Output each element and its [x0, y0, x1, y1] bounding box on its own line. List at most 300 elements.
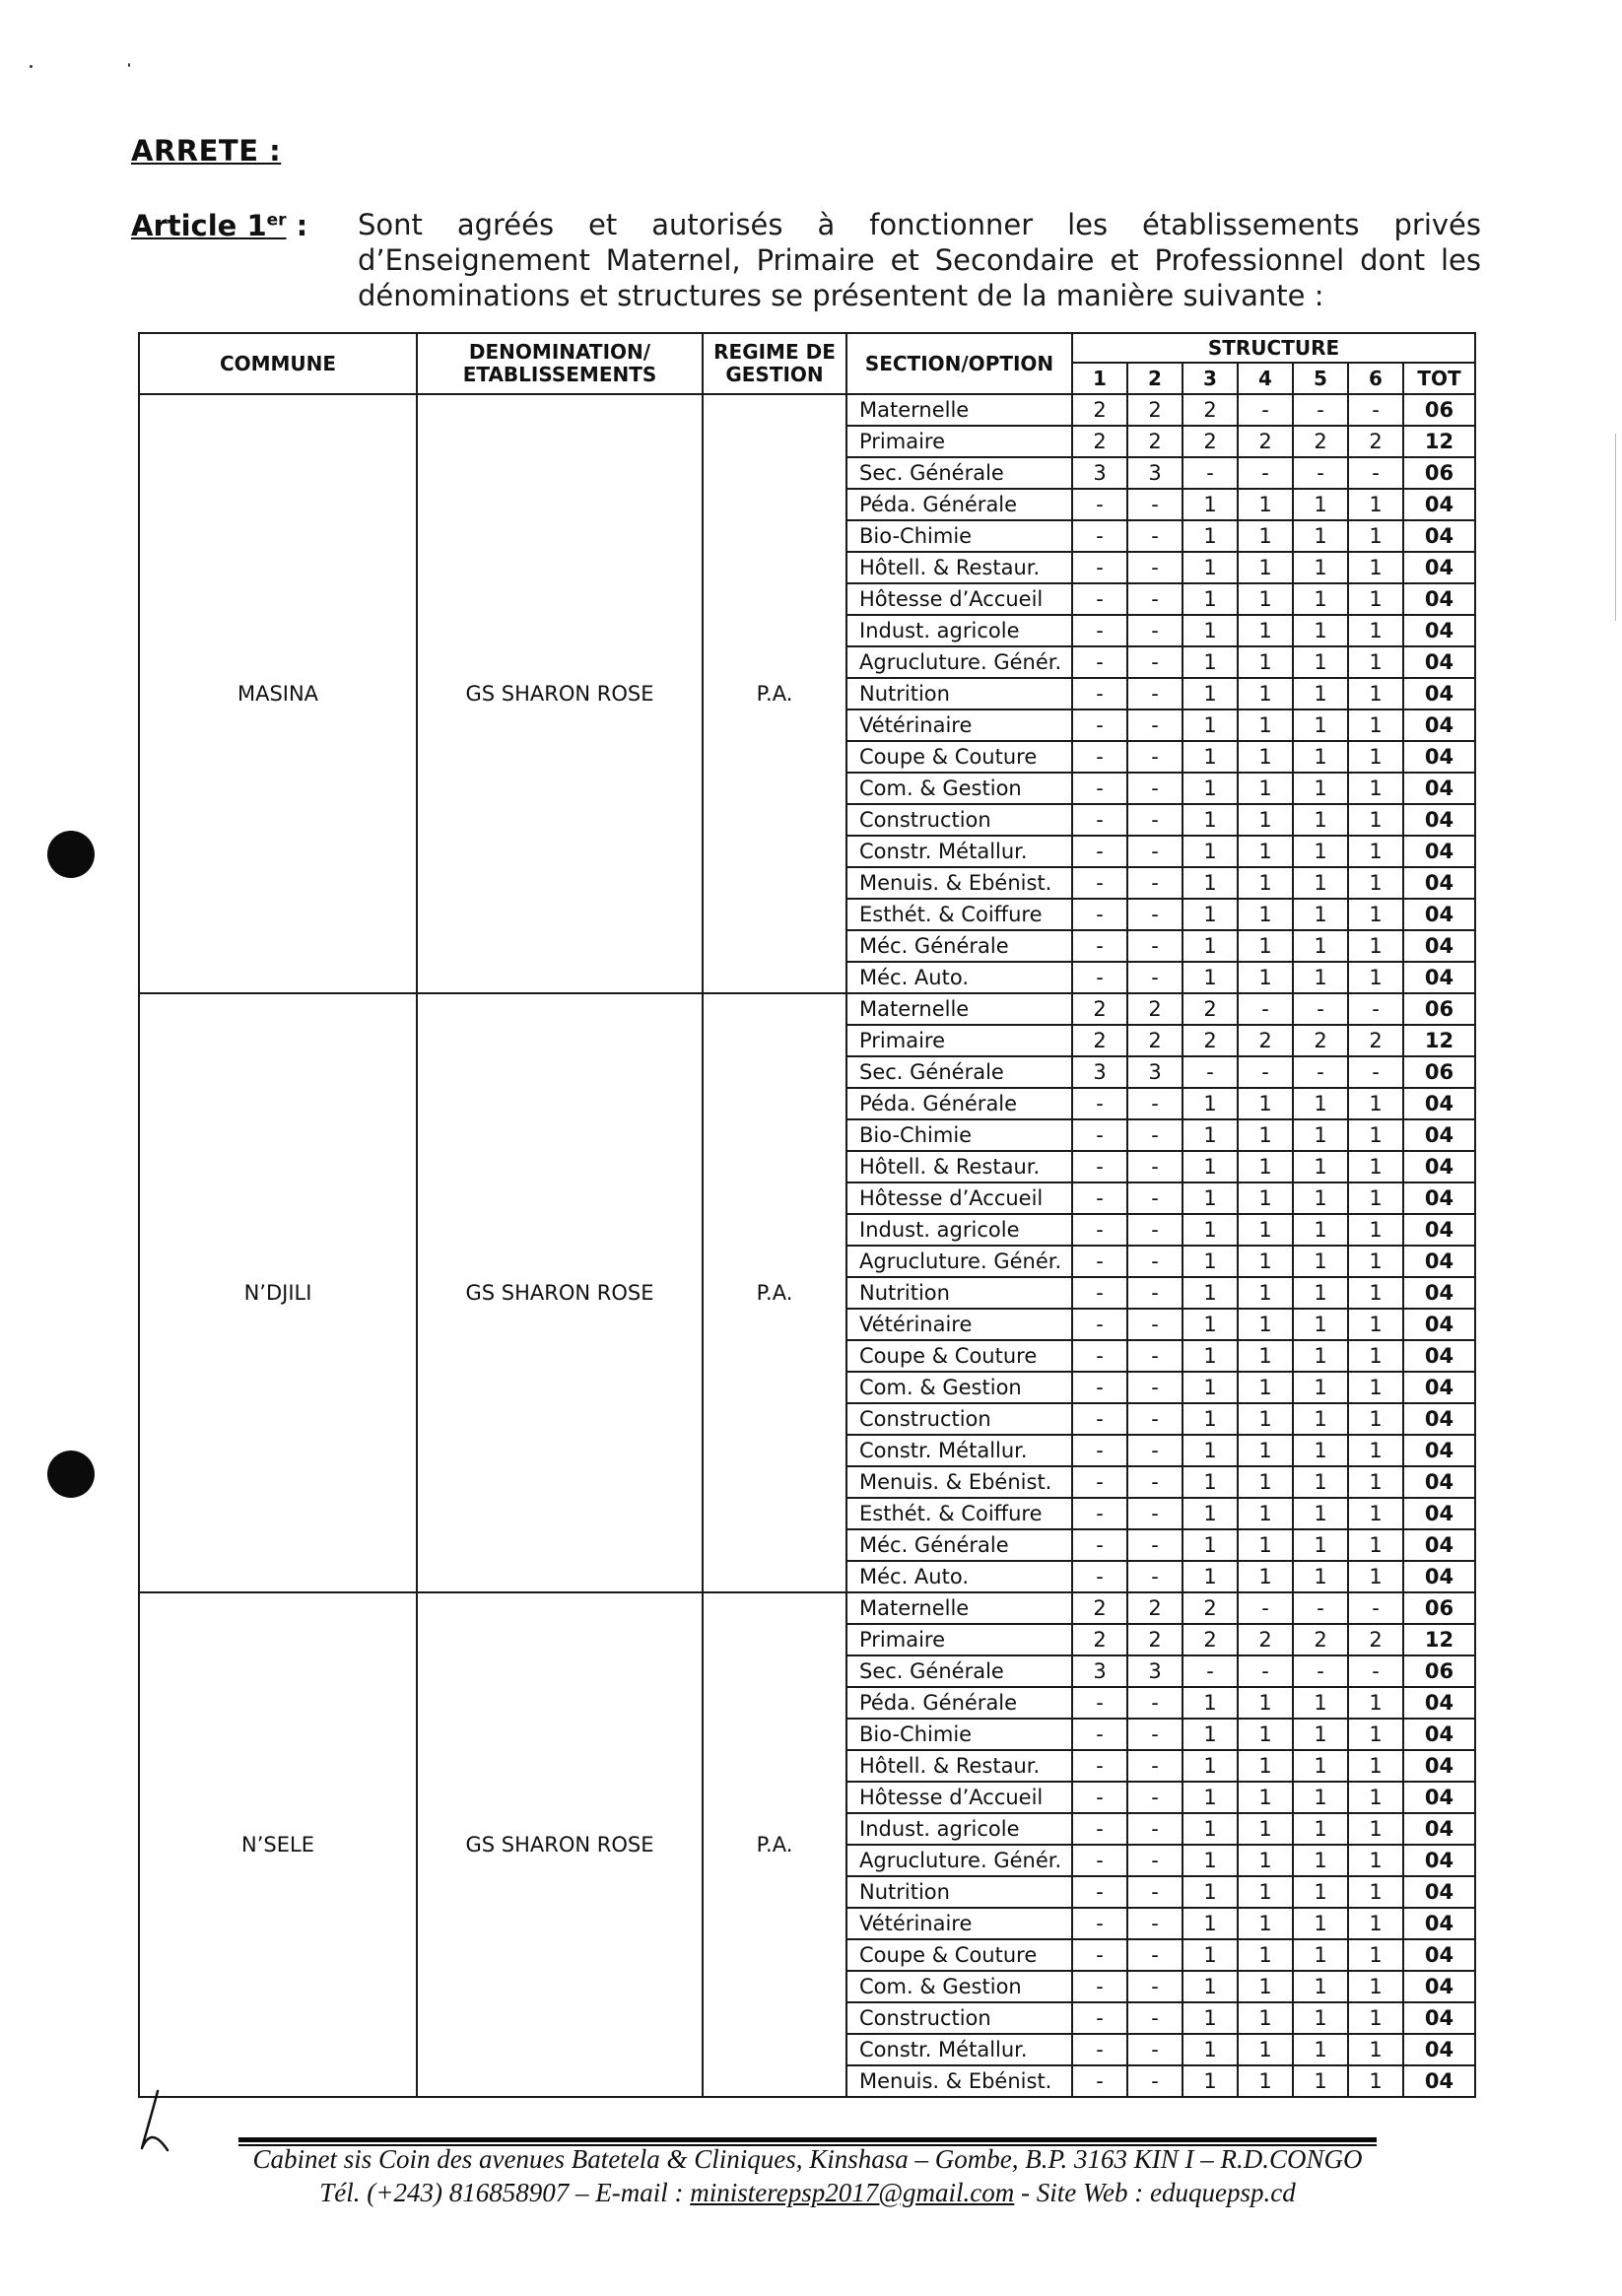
- col-4-cell: 1: [1238, 804, 1293, 836]
- col-4-cell: 1: [1238, 867, 1293, 899]
- col-5-cell: 1: [1293, 1340, 1348, 1372]
- col-5-cell: 1: [1293, 709, 1348, 741]
- tot-cell: 04: [1403, 1119, 1475, 1151]
- tot-cell: 04: [1403, 1340, 1475, 1372]
- section-option-cell: Méc. Auto.: [846, 1561, 1072, 1592]
- table-body: [139, 394, 1475, 2097]
- col-4-cell: 1: [1238, 1719, 1293, 1750]
- col-6-cell: 1: [1348, 1340, 1403, 1372]
- denomination-cell: GS SHARON ROSE: [417, 394, 703, 993]
- col-5-cell: 1: [1293, 741, 1348, 773]
- col-3-cell: 1: [1183, 1435, 1238, 1466]
- col-3-cell: 1: [1183, 1372, 1238, 1403]
- col-2-cell: 3: [1127, 457, 1183, 489]
- col-1-cell: 2: [1072, 394, 1127, 426]
- col-3-cell: 1: [1183, 741, 1238, 773]
- col-6-cell: 1: [1348, 2034, 1403, 2065]
- col-3-cell: 1: [1183, 1498, 1238, 1529]
- col-2-cell: -: [1127, 1435, 1183, 1466]
- col-1-cell: -: [1072, 773, 1127, 804]
- commune-cell: N’SELE: [139, 1592, 417, 2097]
- section-option-cell: Constr. Métallur.: [846, 836, 1072, 867]
- col-4-cell: 2: [1238, 426, 1293, 457]
- col-6-cell: -: [1348, 1592, 1403, 1624]
- col-5-cell: 1: [1293, 646, 1348, 678]
- col-1-cell: -: [1072, 962, 1127, 993]
- tot-cell: 04: [1403, 583, 1475, 615]
- tot-cell: 04: [1403, 867, 1475, 899]
- tot-cell: 04: [1403, 1971, 1475, 2002]
- tot-cell: 04: [1403, 899, 1475, 930]
- col-5-cell: 1: [1293, 1182, 1348, 1214]
- section-option-cell: Bio-Chimie: [846, 1719, 1072, 1750]
- section-option-cell: Méc. Auto.: [846, 962, 1072, 993]
- tot-cell: 04: [1403, 1277, 1475, 1309]
- header-col-6: 6: [1348, 363, 1403, 394]
- col-5-cell: -: [1293, 1592, 1348, 1624]
- col-1-cell: 3: [1072, 1056, 1127, 1088]
- col-5-cell: 1: [1293, 1971, 1348, 2002]
- col-1-cell: -: [1072, 1309, 1127, 1340]
- col-2-cell: -: [1127, 1845, 1183, 1876]
- footer-email-link[interactable]: ministerepsp2017@gmail.com: [690, 2178, 1015, 2207]
- tot-cell: 04: [1403, 1088, 1475, 1119]
- col-3-cell: 1: [1183, 489, 1238, 520]
- col-2-cell: 3: [1127, 1655, 1183, 1687]
- section-option-cell: Agrucluture. Génér.: [846, 1845, 1072, 1876]
- commune-cell: MASINA: [139, 394, 417, 993]
- scan-mark: [30, 65, 33, 68]
- col-3-cell: 1: [1183, 962, 1238, 993]
- tot-cell: 04: [1403, 1435, 1475, 1466]
- section-option-cell: Constr. Métallur.: [846, 2034, 1072, 2065]
- col-1-cell: -: [1072, 1845, 1127, 1876]
- col-2-cell: 2: [1127, 1624, 1183, 1655]
- col-5-cell: 1: [1293, 520, 1348, 552]
- section-option-cell: Primaire: [846, 1624, 1072, 1655]
- section-option-cell: Vétérinaire: [846, 1908, 1072, 1939]
- col-4-cell: -: [1238, 1056, 1293, 1088]
- tot-cell: 04: [1403, 1372, 1475, 1403]
- col-5-cell: 2: [1293, 1025, 1348, 1056]
- col-6-cell: -: [1348, 1655, 1403, 1687]
- section-option-cell: Construction: [846, 1403, 1072, 1435]
- section-option-cell: Hôtesse d’Accueil: [846, 1782, 1072, 1813]
- col-4-cell: 1: [1238, 1813, 1293, 1845]
- col-2-cell: -: [1127, 1971, 1183, 2002]
- col-5-cell: -: [1293, 394, 1348, 426]
- col-1-cell: -: [1072, 1277, 1127, 1309]
- col-5-cell: 1: [1293, 1151, 1348, 1182]
- col-5-cell: 2: [1293, 426, 1348, 457]
- col-1-cell: -: [1072, 2065, 1127, 2097]
- col-3-cell: 1: [1183, 1088, 1238, 1119]
- col-4-cell: 1: [1238, 520, 1293, 552]
- col-1-cell: -: [1072, 836, 1127, 867]
- col-6-cell: 1: [1348, 1372, 1403, 1403]
- col-1-cell: -: [1072, 899, 1127, 930]
- tot-cell: 06: [1403, 1655, 1475, 1687]
- col-4-cell: 1: [1238, 709, 1293, 741]
- tot-cell: 04: [1403, 1403, 1475, 1435]
- section-option-cell: Hôtell. & Restaur.: [846, 552, 1072, 583]
- col-6-cell: 1: [1348, 1119, 1403, 1151]
- header-regime: REGIME DE GESTION: [703, 333, 846, 394]
- denomination-cell: GS SHARON ROSE: [417, 1592, 703, 2097]
- col-2-cell: -: [1127, 773, 1183, 804]
- header-col-2: 2: [1127, 363, 1183, 394]
- col-1-cell: -: [1072, 1939, 1127, 1971]
- col-3-cell: 1: [1183, 867, 1238, 899]
- col-5-cell: 1: [1293, 804, 1348, 836]
- col-3-cell: 1: [1183, 2065, 1238, 2097]
- col-2-cell: -: [1127, 520, 1183, 552]
- col-2-cell: -: [1127, 1151, 1183, 1182]
- table-row: [139, 993, 1475, 1025]
- col-6-cell: 1: [1348, 1309, 1403, 1340]
- col-1-cell: -: [1072, 678, 1127, 709]
- col-3-cell: 1: [1183, 2002, 1238, 2034]
- section-option-cell: Péda. Générale: [846, 489, 1072, 520]
- section-option-cell: Méc. Générale: [846, 1529, 1072, 1561]
- col-6-cell: -: [1348, 1056, 1403, 1088]
- tot-cell: 04: [1403, 646, 1475, 678]
- col-1-cell: -: [1072, 1340, 1127, 1372]
- col-3-cell: 1: [1183, 1813, 1238, 1845]
- header-commune: COMMUNE: [139, 333, 417, 394]
- col-6-cell: 1: [1348, 1151, 1403, 1182]
- section-option-cell: Coupe & Couture: [846, 1340, 1072, 1372]
- section-option-cell: Esthét. & Coiffure: [846, 899, 1072, 930]
- col-4-cell: 1: [1238, 646, 1293, 678]
- col-6-cell: 1: [1348, 930, 1403, 962]
- col-1-cell: -: [1072, 1687, 1127, 1719]
- col-3-cell: 1: [1183, 1277, 1238, 1309]
- col-2-cell: -: [1127, 836, 1183, 867]
- punch-hole: [47, 1451, 95, 1498]
- col-4-cell: 1: [1238, 2002, 1293, 2034]
- col-3-cell: 1: [1183, 1246, 1238, 1277]
- col-5-cell: 1: [1293, 1561, 1348, 1592]
- section-option-cell: Menuis. & Ebénist.: [846, 867, 1072, 899]
- col-5-cell: 1: [1293, 1403, 1348, 1435]
- col-1-cell: -: [1072, 1719, 1127, 1750]
- regime-cell: P.A.: [703, 993, 846, 1592]
- col-3-cell: 1: [1183, 1403, 1238, 1435]
- col-1-cell: -: [1072, 489, 1127, 520]
- tot-cell: 06: [1403, 1592, 1475, 1624]
- col-6-cell: 1: [1348, 804, 1403, 836]
- section-option-cell: Nutrition: [846, 678, 1072, 709]
- col-6-cell: 1: [1348, 773, 1403, 804]
- col-3-cell: 1: [1183, 1182, 1238, 1214]
- col-2-cell: -: [1127, 709, 1183, 741]
- col-5-cell: -: [1293, 1056, 1348, 1088]
- section-option-cell: Sec. Générale: [846, 457, 1072, 489]
- col-6-cell: 1: [1348, 520, 1403, 552]
- col-2-cell: 2: [1127, 993, 1183, 1025]
- col-5-cell: 1: [1293, 583, 1348, 615]
- footer-address: Cabinet sis Coin des avenues Batetela & Cliniques, Kinshasa – Gombe, B.P. 3163 KIN I – R.D.CONGO: [252, 2144, 1363, 2174]
- tot-cell: 04: [1403, 1876, 1475, 1908]
- tot-cell: 04: [1403, 1750, 1475, 1782]
- col-4-cell: 1: [1238, 773, 1293, 804]
- col-6-cell: 1: [1348, 709, 1403, 741]
- col-5-cell: 1: [1293, 2065, 1348, 2097]
- col-6-cell: -: [1348, 394, 1403, 426]
- col-2-cell: -: [1127, 1561, 1183, 1592]
- header-col-tot: TOT: [1403, 363, 1475, 394]
- tot-cell: 04: [1403, 1908, 1475, 1939]
- section-option-cell: Hôtesse d’Accueil: [846, 583, 1072, 615]
- header-denomination: DENOMINATION/ ETABLISSEMENTS: [417, 333, 703, 394]
- tot-cell: 04: [1403, 1246, 1475, 1277]
- col-3-cell: 1: [1183, 552, 1238, 583]
- col-3-cell: 1: [1183, 678, 1238, 709]
- col-2-cell: -: [1127, 1750, 1183, 1782]
- tot-cell: 04: [1403, 962, 1475, 993]
- section-option-cell: Construction: [846, 804, 1072, 836]
- header-col-3: 3: [1183, 363, 1238, 394]
- tot-cell: 04: [1403, 2034, 1475, 2065]
- col-1-cell: -: [1072, 1403, 1127, 1435]
- col-3-cell: 1: [1183, 1214, 1238, 1246]
- footer-rule-thick: [238, 2137, 1377, 2142]
- col-4-cell: 1: [1238, 741, 1293, 773]
- article-label-sup: er: [266, 210, 287, 231]
- col-4-cell: 1: [1238, 1309, 1293, 1340]
- tot-cell: 04: [1403, 1529, 1475, 1561]
- col-5-cell: 1: [1293, 1435, 1348, 1466]
- col-2-cell: -: [1127, 615, 1183, 646]
- col-6-cell: 1: [1348, 1561, 1403, 1592]
- col-1-cell: -: [1072, 1529, 1127, 1561]
- col-6-cell: 1: [1348, 1246, 1403, 1277]
- col-3-cell: 1: [1183, 1340, 1238, 1372]
- col-6-cell: 1: [1348, 583, 1403, 615]
- handwritten-mark: [134, 2087, 183, 2156]
- col-2-cell: -: [1127, 552, 1183, 583]
- col-2-cell: -: [1127, 1876, 1183, 1908]
- col-4-cell: -: [1238, 993, 1293, 1025]
- col-5-cell: 1: [1293, 2034, 1348, 2065]
- col-2-cell: -: [1127, 1939, 1183, 1971]
- col-3-cell: 1: [1183, 1876, 1238, 1908]
- col-4-cell: 1: [1238, 1246, 1293, 1277]
- col-2-cell: -: [1127, 804, 1183, 836]
- col-1-cell: 2: [1072, 426, 1127, 457]
- col-3-cell: 1: [1183, 520, 1238, 552]
- col-6-cell: 1: [1348, 1908, 1403, 1939]
- col-5-cell: 1: [1293, 1782, 1348, 1813]
- col-5-cell: 1: [1293, 1372, 1348, 1403]
- col-6-cell: 1: [1348, 1214, 1403, 1246]
- col-2-cell: -: [1127, 1182, 1183, 1214]
- col-5-cell: 1: [1293, 1529, 1348, 1561]
- col-4-cell: 1: [1238, 1876, 1293, 1908]
- section-option-cell: Sec. Générale: [846, 1056, 1072, 1088]
- col-1-cell: -: [1072, 709, 1127, 741]
- col-6-cell: 1: [1348, 1939, 1403, 1971]
- col-4-cell: 1: [1238, 1971, 1293, 2002]
- col-1-cell: -: [1072, 615, 1127, 646]
- col-6-cell: -: [1348, 993, 1403, 1025]
- col-2-cell: -: [1127, 899, 1183, 930]
- tot-cell: 04: [1403, 1939, 1475, 1971]
- col-4-cell: 1: [1238, 1782, 1293, 1813]
- col-6-cell: 1: [1348, 1498, 1403, 1529]
- col-5-cell: 1: [1293, 1845, 1348, 1876]
- col-3-cell: -: [1183, 457, 1238, 489]
- section-option-cell: Agrucluture. Génér.: [846, 1246, 1072, 1277]
- col-3-cell: 1: [1183, 1750, 1238, 1782]
- section-option-cell: Constr. Métallur.: [846, 1435, 1072, 1466]
- col-1-cell: -: [1072, 1151, 1127, 1182]
- section-option-cell: Hôtesse d’Accueil: [846, 1182, 1072, 1214]
- col-2-cell: 3: [1127, 1056, 1183, 1088]
- col-6-cell: 2: [1348, 1624, 1403, 1655]
- col-5-cell: 1: [1293, 1876, 1348, 1908]
- tot-cell: 12: [1403, 1025, 1475, 1056]
- col-1-cell: 2: [1072, 993, 1127, 1025]
- col-3-cell: 1: [1183, 1939, 1238, 1971]
- col-5-cell: 1: [1293, 836, 1348, 867]
- article-label-text: Article 1: [131, 209, 267, 242]
- col-4-cell: 1: [1238, 1908, 1293, 1939]
- section-option-cell: Sec. Générale: [846, 1655, 1072, 1687]
- col-5-cell: 1: [1293, 1088, 1348, 1119]
- section-option-cell: Péda. Générale: [846, 1088, 1072, 1119]
- col-4-cell: 1: [1238, 1498, 1293, 1529]
- col-5-cell: 1: [1293, 1119, 1348, 1151]
- section-option-cell: Maternelle: [846, 394, 1072, 426]
- tot-cell: 04: [1403, 1151, 1475, 1182]
- col-3-cell: -: [1183, 1056, 1238, 1088]
- col-4-cell: 1: [1238, 489, 1293, 520]
- col-1-cell: -: [1072, 741, 1127, 773]
- col-5-cell: 1: [1293, 1719, 1348, 1750]
- header-col-4: 4: [1238, 363, 1293, 394]
- col-1-cell: -: [1072, 520, 1127, 552]
- tot-cell: 06: [1403, 1056, 1475, 1088]
- tot-cell: 06: [1403, 394, 1475, 426]
- col-4-cell: 1: [1238, 1466, 1293, 1498]
- col-2-cell: -: [1127, 646, 1183, 678]
- col-3-cell: 1: [1183, 930, 1238, 962]
- tot-cell: 12: [1403, 1624, 1475, 1655]
- section-option-cell: Hôtell. & Restaur.: [846, 1151, 1072, 1182]
- col-1-cell: -: [1072, 1750, 1127, 1782]
- col-4-cell: 1: [1238, 1088, 1293, 1119]
- col-2-cell: -: [1127, 1908, 1183, 1939]
- page-edge-mark: [1615, 434, 1616, 621]
- col-2-cell: -: [1127, 1372, 1183, 1403]
- col-1-cell: -: [1072, 1466, 1127, 1498]
- col-5-cell: 1: [1293, 1309, 1348, 1340]
- tot-cell: 04: [1403, 520, 1475, 552]
- tot-cell: 04: [1403, 1214, 1475, 1246]
- tot-cell: 04: [1403, 1782, 1475, 1813]
- col-3-cell: 1: [1183, 1687, 1238, 1719]
- col-1-cell: -: [1072, 1876, 1127, 1908]
- col-6-cell: 1: [1348, 1845, 1403, 1876]
- tot-cell: 04: [1403, 552, 1475, 583]
- col-3-cell: -: [1183, 1655, 1238, 1687]
- col-4-cell: 1: [1238, 1119, 1293, 1151]
- col-1-cell: 2: [1072, 1624, 1127, 1655]
- col-3-cell: 1: [1183, 1782, 1238, 1813]
- col-4-cell: 1: [1238, 1435, 1293, 1466]
- col-3-cell: 1: [1183, 615, 1238, 646]
- col-5-cell: 1: [1293, 678, 1348, 709]
- col-4-cell: 1: [1238, 1151, 1293, 1182]
- col-4-cell: 1: [1238, 1687, 1293, 1719]
- col-5-cell: 1: [1293, 1750, 1348, 1782]
- col-1-cell: -: [1072, 930, 1127, 962]
- col-6-cell: 1: [1348, 1529, 1403, 1561]
- article-colon: :: [296, 209, 308, 242]
- section-option-cell: Vétérinaire: [846, 709, 1072, 741]
- col-5-cell: 1: [1293, 489, 1348, 520]
- tot-cell: 04: [1403, 1309, 1475, 1340]
- regime-cell: P.A.: [703, 394, 846, 993]
- tot-cell: 04: [1403, 678, 1475, 709]
- col-5-cell: 1: [1293, 1687, 1348, 1719]
- col-4-cell: 1: [1238, 836, 1293, 867]
- section-option-cell: Vétérinaire: [846, 1309, 1072, 1340]
- col-3-cell: 1: [1183, 1908, 1238, 1939]
- col-6-cell: 1: [1348, 1435, 1403, 1466]
- col-4-cell: 1: [1238, 899, 1293, 930]
- section-option-cell: Coupe & Couture: [846, 1939, 1072, 1971]
- col-1-cell: 3: [1072, 1655, 1127, 1687]
- section-option-cell: Construction: [846, 2002, 1072, 2034]
- col-4-cell: 1: [1238, 583, 1293, 615]
- header-structure: STRUCTURE: [1072, 333, 1475, 363]
- col-1-cell: 2: [1072, 1592, 1127, 1624]
- col-3-cell: 1: [1183, 1719, 1238, 1750]
- section-option-cell: Indust. agricole: [846, 615, 1072, 646]
- col-2-cell: -: [1127, 489, 1183, 520]
- col-1-cell: -: [1072, 583, 1127, 615]
- col-2-cell: -: [1127, 1498, 1183, 1529]
- col-6-cell: -: [1348, 457, 1403, 489]
- col-4-cell: -: [1238, 1655, 1293, 1687]
- col-1-cell: 2: [1072, 1025, 1127, 1056]
- tot-cell: 04: [1403, 615, 1475, 646]
- col-6-cell: 2: [1348, 426, 1403, 457]
- tot-cell: 04: [1403, 2065, 1475, 2097]
- col-4-cell: 1: [1238, 1939, 1293, 1971]
- col-6-cell: 1: [1348, 1971, 1403, 2002]
- col-4-cell: -: [1238, 457, 1293, 489]
- col-2-cell: -: [1127, 930, 1183, 962]
- col-3-cell: 1: [1183, 646, 1238, 678]
- col-1-cell: -: [1072, 2034, 1127, 2065]
- section-option-cell: Méc. Générale: [846, 930, 1072, 962]
- tot-cell: 04: [1403, 1813, 1475, 1845]
- col-6-cell: 1: [1348, 552, 1403, 583]
- col-3-cell: 1: [1183, 2034, 1238, 2065]
- col-6-cell: 1: [1348, 1876, 1403, 1908]
- col-2-cell: -: [1127, 1466, 1183, 1498]
- col-5-cell: 1: [1293, 773, 1348, 804]
- section-option-cell: Maternelle: [846, 993, 1072, 1025]
- section-option-cell: Maternelle: [846, 1592, 1072, 1624]
- tot-cell: 04: [1403, 1687, 1475, 1719]
- col-4-cell: 1: [1238, 1403, 1293, 1435]
- col-1-cell: -: [1072, 1971, 1127, 2002]
